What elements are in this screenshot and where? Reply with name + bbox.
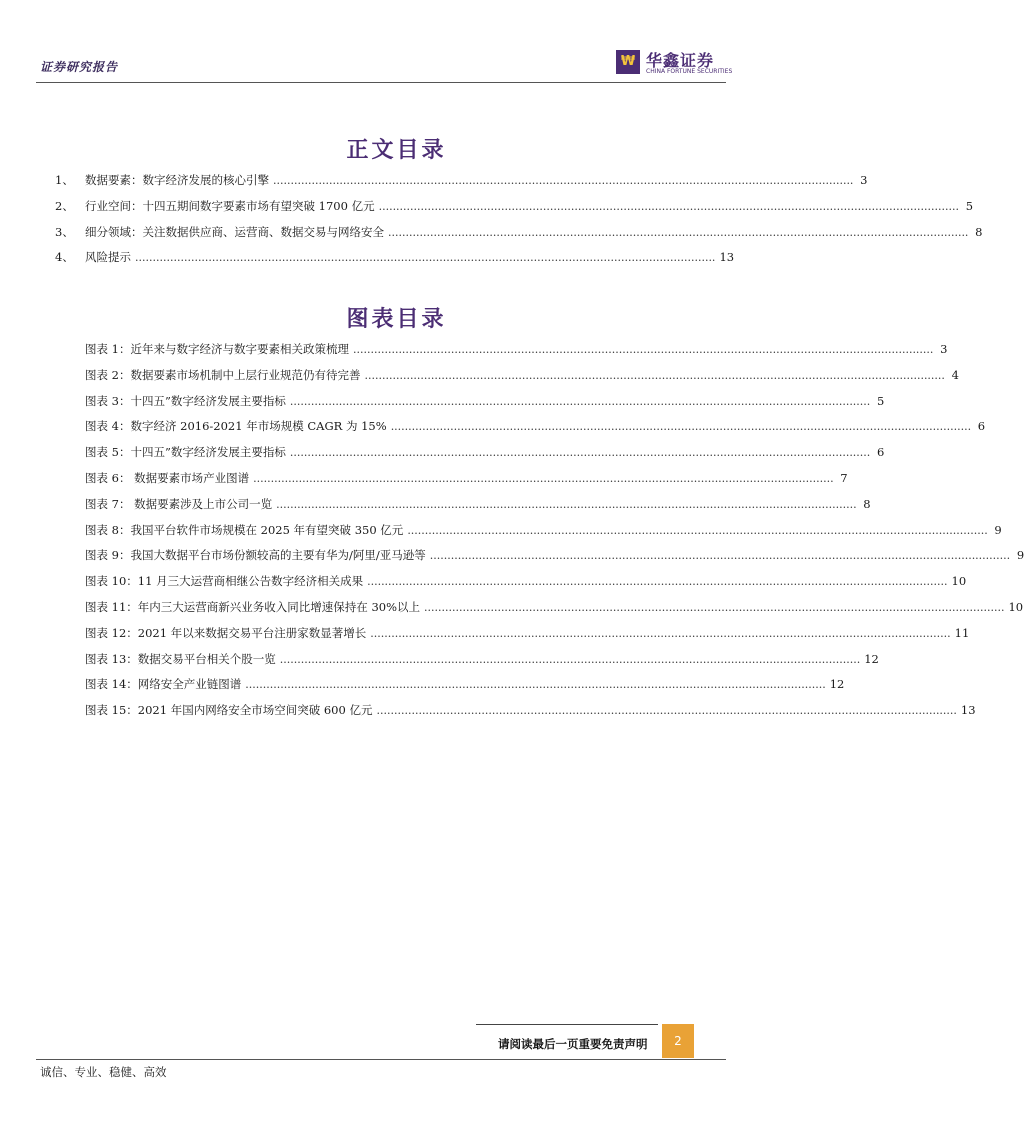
page-number: 2 (662, 1024, 694, 1058)
figure-leader: ...................................................................................................................................................................... (370, 626, 951, 640)
figure-item-label: 图表 12：2021 年以来数据交易平台注册家数显著增长 (85, 625, 367, 640)
toc-item[interactable] (55, 249, 735, 275)
figure-item[interactable] (85, 573, 967, 599)
toc-item-number: 2、 (55, 198, 74, 213)
figure-item-label: 图表 3：十四五”数字经济发展主要指标 (85, 393, 286, 408)
figure-item[interactable] (85, 651, 879, 677)
figure-item-label: 图表 4：数字经济 2016-2021 年市场规模 CAGR 为 15% (85, 419, 387, 434)
toc-leader: ...................................................................................................................................................................... (388, 225, 969, 239)
toc-item-number: 4、 (55, 250, 74, 265)
figure-item-label: 图表 2：数据要素市场机制中上层行业规范仍有待完善 (85, 367, 361, 382)
toc-item[interactable] (55, 198, 974, 224)
figure-item-page: 8 (863, 496, 871, 511)
figure-item[interactable] (85, 625, 970, 651)
figure-item[interactable] (85, 341, 948, 367)
figure-item[interactable] (85, 522, 1002, 548)
figure-item-label: 图表 1：近年来与数字经济与数字要素相关政策梳理 (85, 342, 349, 356)
figure-item-page: 9 (994, 522, 1002, 537)
figure-leader: ...................................................................................................................................................................... (429, 549, 1011, 563)
figure-item-label: 图表 10：11 月三大运营商相继公告数字经济相关成果 (85, 574, 364, 589)
figures-title: 图表目录 (346, 306, 447, 332)
figure-leader: ...................................................................................................................................................................... (424, 600, 1005, 614)
toc-leader: ...................................................................................................................................................................... (378, 199, 960, 213)
toc-item-label: 行业空间：十四五期间数字要素市场有望突破 1700 亿元 (85, 198, 375, 213)
figure-item[interactable] (85, 547, 1024, 573)
figure-item-page: 10 (951, 574, 967, 589)
figure-item[interactable] (85, 599, 1024, 625)
figure-item-label: 图表 8：我国平台软件市场规模在 2025 年有望突破 350 亿元 (85, 522, 404, 537)
header-report-type: 证券研究报告 (40, 60, 119, 74)
toc-list (55, 172, 983, 275)
figure-leader: ...................................................................................................................................................................... (407, 523, 988, 537)
figure-item-label: 图表 14：网络安全产业链图谱 (85, 677, 242, 692)
figure-item[interactable] (85, 470, 848, 496)
brand-logo (616, 48, 733, 78)
figure-item-page: 6 (977, 419, 986, 434)
figure-leader: ...................................................................................................................................................................... (367, 575, 948, 589)
figure-item-page: 12 (864, 651, 879, 666)
figures-list (85, 341, 1024, 728)
brand-mark-icon: ₩ (616, 50, 640, 74)
toc-item[interactable] (55, 224, 983, 250)
figure-item-page: 11 (954, 625, 970, 640)
figure-item-page: 4 (951, 367, 959, 382)
brand-name: 华鑫证券 (646, 51, 715, 70)
figure-item-label: 图表 6： 数据要素市场产业图谱 (85, 470, 250, 485)
toc-item[interactable] (55, 172, 868, 198)
toc-item-page: 5 (965, 198, 974, 213)
figure-item-page: 10 (1008, 599, 1024, 614)
figure-leader: ...................................................................................................................................................................... (289, 394, 871, 408)
figure-leader: ...................................................................................................................................................................... (352, 343, 934, 356)
toc-item-label: 风险提示 (85, 250, 131, 265)
figure-item-page: 5 (876, 393, 885, 408)
figure-item-label: 图表 11：年内三大运营商新兴业务收入同比增速保持在 30%以上 (85, 599, 421, 614)
figure-item-page: 6 (876, 445, 885, 460)
footer-divider (36, 1059, 726, 1060)
figure-leader: ...................................................................................................................................................................... (390, 420, 972, 434)
toc-item-label: 数据要素：数字经济发展的核心引擎 (85, 173, 269, 187)
figure-leader: ...................................................................................................................................................................... (279, 652, 861, 666)
figure-item[interactable] (85, 444, 885, 470)
toc-leader: ...................................................................................................................................................................... (135, 251, 716, 265)
toc-item-label: 细分领域：关注数据供应商、运营商、数据交易与网络安全 (85, 224, 384, 239)
figure-item-page: 12 (829, 677, 845, 692)
figure-leader: ...................................................................................................................................................................... (364, 368, 945, 382)
toc-title: 正文目录 (346, 137, 447, 163)
figure-item[interactable] (85, 496, 871, 522)
figure-item-label: 图表 15：2021 年国内网络安全市场空间突破 600 亿元 (85, 703, 373, 718)
toc-item-number: 1、 (55, 173, 74, 187)
figure-item-page: 13 (960, 703, 976, 718)
figure-item-page: 9 (1016, 548, 1024, 563)
figure-leader: ...................................................................................................................................................................... (253, 471, 834, 485)
brand-subtitle: CHINA FORTUNE SECURITIES (646, 68, 733, 75)
toc-leader: ...................................................................................................................................................................... (273, 174, 854, 187)
figure-item-label: 图表 13：数据交易平台相关个股一览 (85, 651, 276, 666)
figure-item[interactable] (85, 418, 986, 444)
toc-item-page: 3 (860, 173, 868, 187)
figure-item-label: 图表 5：十四五”数字经济发展主要指标 (85, 445, 286, 460)
figure-item[interactable] (85, 393, 885, 419)
figure-item[interactable] (85, 676, 845, 702)
footer-disclaimer[interactable]: 请阅读最后一页重要免责声明 (498, 1037, 648, 1051)
figure-leader: ...................................................................................................................................................................... (289, 446, 871, 460)
toc-item-page: 13 (719, 250, 735, 265)
toc-item-page: 8 (975, 224, 983, 239)
figure-item-label: 图表 7： 数据要素涉及上市公司一览 (85, 496, 273, 511)
figure-item-page: 3 (940, 342, 948, 356)
figure-item-label: 图表 9：我国大数据平台市场份额较高的主要有华为/阿里/亚马逊等 (85, 548, 426, 563)
figure-item[interactable] (85, 367, 959, 393)
figure-leader: ...................................................................................................................................................................... (245, 678, 826, 692)
figure-item-page: 7 (840, 470, 848, 485)
figure-leader: ...................................................................................................................................................................... (276, 497, 857, 511)
figure-leader: ...................................................................................................................................................................... (376, 704, 957, 718)
figure-item[interactable] (85, 702, 976, 728)
header-divider (36, 82, 726, 83)
footer-slogan: 诚信、专业、稳健、高效 (40, 1065, 167, 1079)
toc-item-number: 3、 (55, 224, 74, 239)
